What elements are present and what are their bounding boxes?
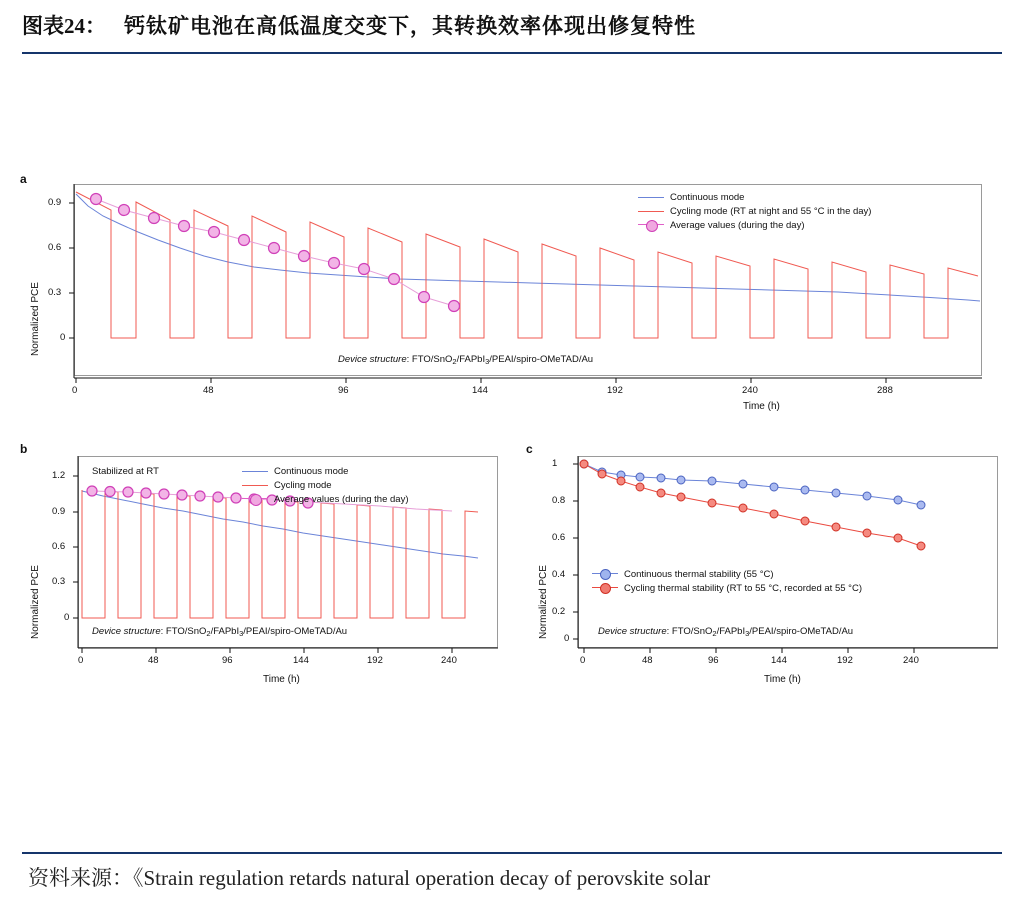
continuous-line-swatch: [242, 471, 268, 472]
panel-c-ytick-0.8: 0.8: [552, 495, 566, 506]
panel-b-xtick-96: 96: [222, 655, 233, 666]
panel-c-ytick-0.4: 0.4: [552, 569, 566, 580]
panel-b-y-axis-title: Normalized PCE: [30, 565, 41, 639]
panel-a-x-axis-title: Time (h): [743, 401, 780, 412]
panel-a-legend-label-0: Continuous mode: [670, 191, 745, 203]
panel-a-xtick-240: 240: [742, 385, 758, 396]
panel-b-legend-item-2: [242, 492, 409, 506]
average-marker-swatch: [638, 220, 664, 230]
panel-a-xtick-48: 48: [203, 385, 214, 396]
panel-c-legend-label-0: Continuous thermal stability (55 °C): [624, 568, 774, 580]
panel-c-xtick-96: 96: [708, 655, 719, 666]
panel-b-ytick-1.2: 1.2: [52, 470, 66, 481]
panel-b-legend-item-1: [242, 478, 409, 492]
page-title: 钙钛矿电池在高低温度交变下，其转换效率体现出修复特性: [124, 14, 696, 38]
panel-b-legend-item-0: [242, 464, 409, 478]
figure-label: 图表24：: [22, 14, 106, 38]
panel-b-legend: [242, 464, 409, 506]
panel-b-xtick-0: 0: [78, 655, 84, 666]
panel-a-legend-item-1: [638, 204, 871, 218]
panel-a-legend-label-1: Cycling mode (RT at night and 55 °C in the day): [670, 205, 872, 217]
panel-b-ytick-0: 0: [64, 612, 70, 623]
panel-b-legend-label-1: Cycling mode: [274, 479, 332, 491]
panel-c-xtick-0: 0: [580, 655, 586, 666]
panel-c-device-structure: Device structure: FTO/SnO$_2$/FAPbI$_3$/PEAI/spiro-OMeTAD/Au: [598, 626, 854, 638]
cycling-line-swatch: [242, 485, 268, 486]
panel-c-x-axis-title: Time (h): [764, 674, 801, 685]
panel-a-ytick-0.9: 0.9: [48, 197, 62, 208]
panel-a-letter: a: [20, 172, 27, 186]
panel-c-ytick-0.6: 0.6: [552, 532, 566, 543]
panel-a-ytick-0: 0: [60, 332, 66, 343]
panel-a-device-structure: Device structure: FTO/SnO$_2$/FAPbI$_3$/PEAI/spiro-OMeTAD/Au: [338, 354, 594, 366]
cycling-thermal-swatch: [592, 583, 618, 593]
panel-b-xtick-240: 240: [441, 655, 457, 666]
panel-a-legend-item-0: [638, 190, 871, 204]
panel-c-ytick-0: 0: [564, 633, 570, 644]
panel-c-xtick-240: 240: [903, 655, 919, 666]
panel-c-letter: c: [526, 442, 533, 456]
page-header: [22, 10, 1002, 40]
panel-a-legend: [638, 190, 871, 232]
panel-c-xtick-144: 144: [771, 655, 787, 666]
panel-b-ytick-0.9: 0.9: [52, 506, 66, 517]
panel-a-ytick-0.6: 0.6: [48, 242, 62, 253]
panel-c-xtick-192: 192: [837, 655, 853, 666]
panel-c-ytick-0.2: 0.2: [552, 606, 566, 617]
panel-a-xtick-144: 144: [472, 385, 488, 396]
cycling-line-swatch: [638, 211, 664, 212]
panel-c-xtick-48: 48: [642, 655, 653, 666]
panel-b-device-structure: Device structure: FTO/SnO$_2$/FAPbI$_3$/PEAI/spiro-OMeTAD/Au: [92, 626, 348, 638]
panel-a-ytick-0.3: 0.3: [48, 287, 62, 298]
panel-c-legend-item-0: [592, 567, 862, 581]
panel-a-y-axis-title: Normalized PCE: [30, 282, 41, 356]
panel-b-legend-label-2: Average values (during the day): [274, 493, 409, 505]
continuous-line-swatch: [638, 197, 664, 198]
panel-a: [8, 166, 1016, 416]
panel-c-y-axis-title: Normalized PCE: [538, 565, 549, 639]
panel-c-legend-label-1: Cycling thermal stability (RT to 55 °C, recorded at 55 °C): [624, 582, 862, 594]
header-divider: [22, 52, 1002, 54]
panel-b-xtick-48: 48: [148, 655, 159, 666]
panel-c-legend-item-1: [592, 581, 862, 595]
panel-c-legend: [592, 567, 862, 595]
panel-a-xtick-192: 192: [607, 385, 623, 396]
panel-b-letter: b: [20, 442, 28, 456]
panel-a-xtick-96: 96: [338, 385, 349, 396]
footer-divider: [22, 852, 1002, 854]
figure-container: [8, 166, 1016, 726]
panel-b-ytick-0.6: 0.6: [52, 541, 66, 552]
panel-b: [8, 434, 518, 724]
panel-b-xtick-144: 144: [293, 655, 309, 666]
panel-b-legend-label-0: Continuous mode: [274, 465, 349, 477]
panel-b-x-axis-title: Time (h): [263, 674, 300, 685]
panel-a-xtick-0: 0: [72, 385, 78, 396]
continuous-thermal-swatch: [592, 569, 618, 579]
panel-c: [516, 434, 1016, 724]
panel-a-legend-item-2: [638, 218, 871, 232]
panel-a-xtick-288: 288: [877, 385, 893, 396]
average-marker-swatch: [242, 494, 268, 504]
panel-b-ytick-0.3: 0.3: [52, 576, 66, 587]
panel-a-legend-label-2: Average values (during the day): [670, 219, 805, 231]
source-note: 资料来源：《Strain regulation retards natural operation decay of perovskite solar: [28, 866, 711, 890]
panel-b-xtick-192: 192: [367, 655, 383, 666]
panel-c-ytick-1.0: 1: [552, 458, 558, 469]
panel-b-stabilized-label: Stabilized at RT: [92, 466, 159, 477]
